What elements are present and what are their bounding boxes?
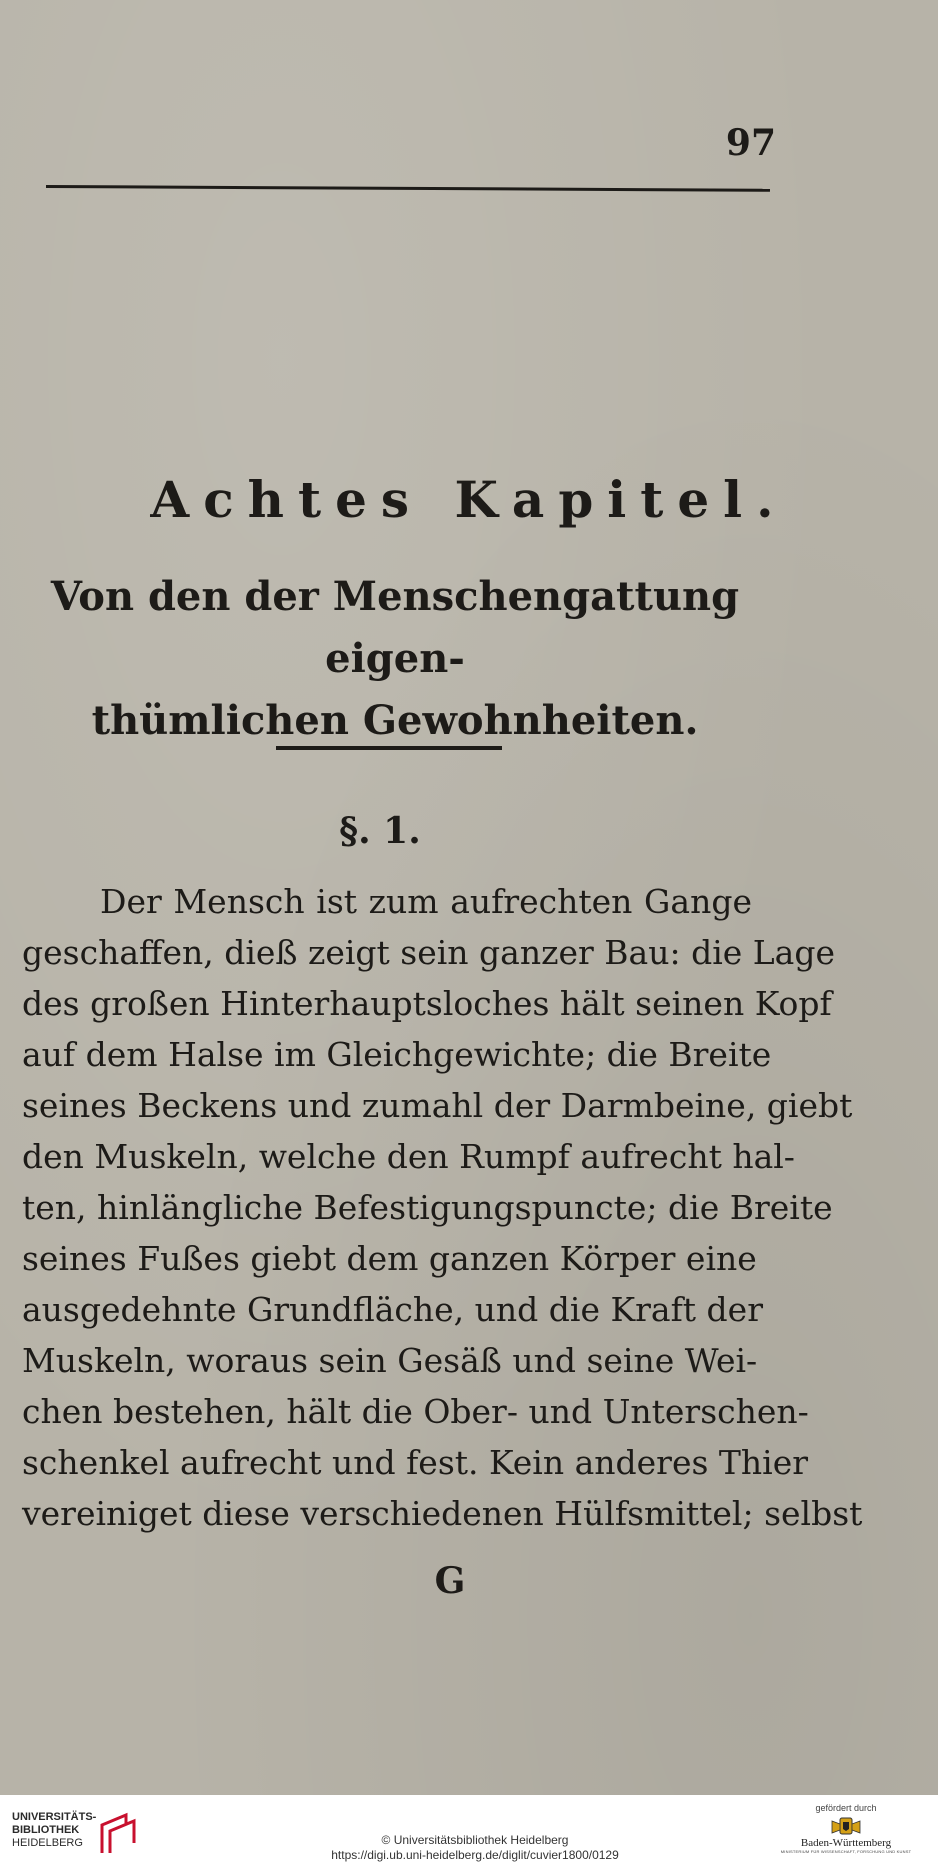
- text-line: seines Fußes giebt dem ganzen Körper eine: [22, 1239, 757, 1278]
- text-line: Der Mensch ist zum aufrechten Gange: [100, 882, 752, 921]
- section-heading: §. 1.: [339, 810, 421, 852]
- library-logo-line: UNIVERSITÄTS-: [12, 1811, 97, 1823]
- section-divider: [276, 746, 502, 750]
- copyright-text: © Universitätsbibliothek Heidelberg: [381, 1833, 569, 1847]
- text-line: seines Beckens und zumahl der Darmbeine, giebt: [22, 1086, 853, 1125]
- text-line: chen bestehen, hält die Ober- und Unterschen-: [22, 1392, 809, 1431]
- text-line: ausgedehnte Grundfläche, und die Kraft der: [22, 1290, 763, 1329]
- page-number: 97: [725, 122, 776, 164]
- funding-logo: [766, 1803, 926, 1854]
- permalink[interactable]: https://digi.ub.uni-heidelberg.de/diglit/cuvier1800/0129: [331, 1848, 619, 1862]
- header-rule: [46, 185, 770, 192]
- viewer-footer: [0, 1795, 938, 1865]
- chapter-subtitle: [30, 566, 760, 752]
- text-line: schenkel aufrecht und fest. Kein anderes Thier: [22, 1443, 809, 1482]
- library-logo-line: BIBLIOTHEK: [12, 1824, 80, 1836]
- library-logo[interactable]: [12, 1811, 132, 1861]
- catchword: G: [434, 1560, 466, 1602]
- text-line: geschaffen, dieß zeigt sein ganzer Bau: die Lage: [22, 933, 836, 972]
- funded-by-label: gefördert durch: [815, 1803, 877, 1813]
- chapter-subtitle-line: thümlichen Gewohnheiten.: [91, 697, 699, 744]
- text-line: Muskeln, woraus sein Gesäß und seine Wei-: [22, 1341, 758, 1380]
- text-line: vereiniget diese verschiedenen Hülfsmittel; selbst: [22, 1494, 863, 1533]
- body-text: [22, 876, 863, 1539]
- text-line: ten, hinlängliche Befestigungspuncte; die Breite: [22, 1188, 833, 1227]
- text-line: des großen Hinterhauptsloches hält seinen Kopf: [22, 984, 832, 1023]
- crest-icon: [829, 1815, 863, 1837]
- footer-credits: [240, 1833, 710, 1863]
- state-name: Baden-Württemberg: [800, 1837, 892, 1849]
- text-line: den Muskeln, welche den Rumpf aufrecht hal-: [22, 1137, 795, 1176]
- library-logo-line: HEIDELBERG: [12, 1837, 83, 1849]
- text-line: auf dem Halse im Gleichgewichte; die Breite: [22, 1035, 772, 1074]
- ministry-name: MINISTERIUM FÜR WISSENSCHAFT, FORSCHUNG UND KUNST: [780, 1849, 912, 1854]
- chapter-title: Achtes Kapitel.: [150, 470, 788, 529]
- library-mark-icon: [96, 1811, 140, 1857]
- chapter-subtitle-line: Von den der Menschengattung eigen-: [50, 573, 740, 682]
